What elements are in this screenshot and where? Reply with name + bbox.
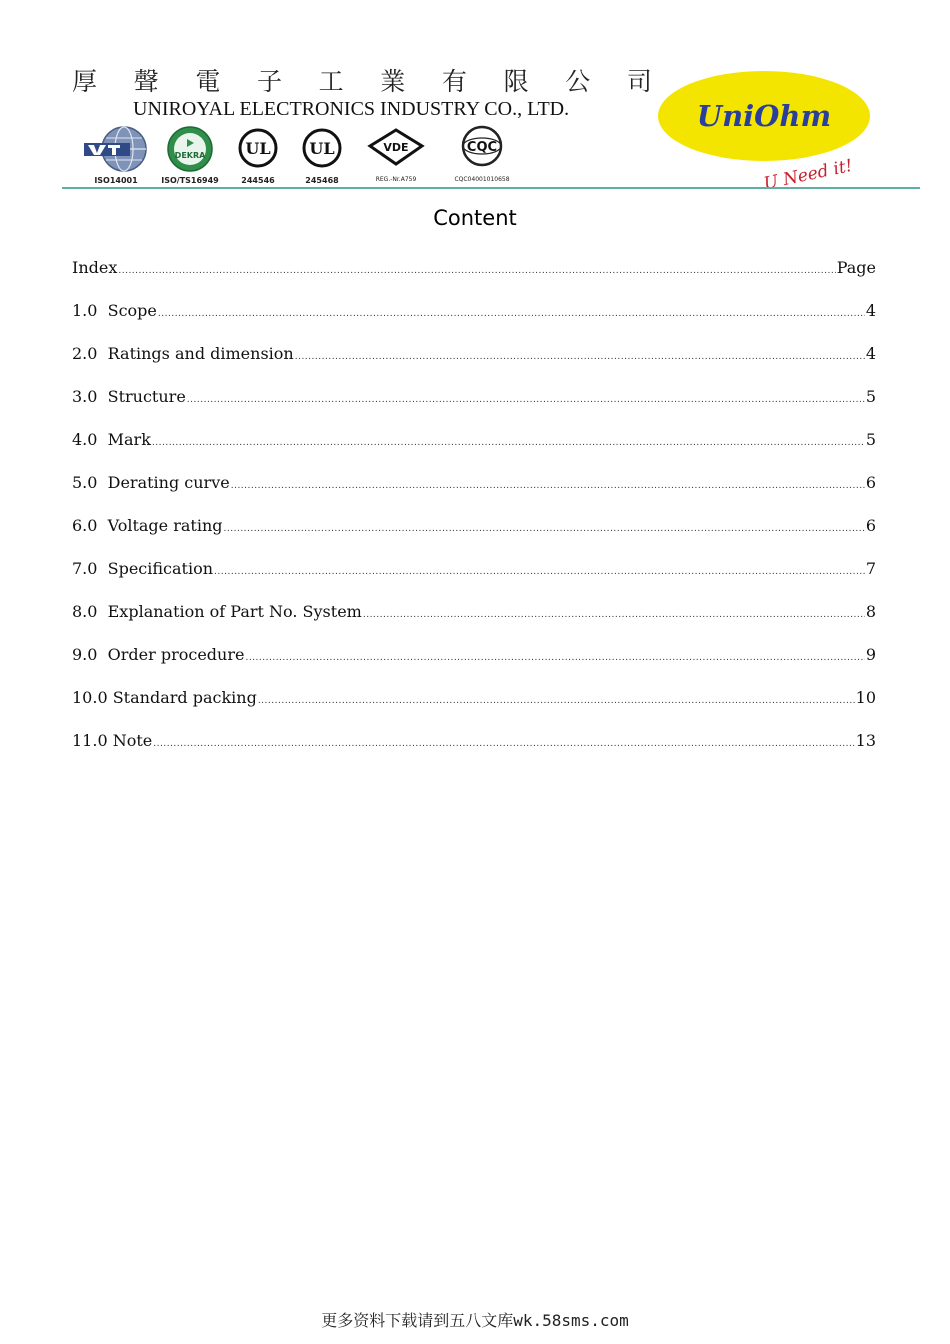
svg-text:UniOhm: UniOhm — [696, 99, 832, 133]
table-of-contents — [72, 258, 876, 774]
cn-char: 司 — [626, 67, 652, 96]
cert-caption: REG.-Nr.A759 — [375, 176, 417, 183]
toc-dot-leader — [224, 524, 865, 534]
cn-char: 厚 — [72, 67, 98, 96]
cert-caption: CQC04001010658 — [454, 176, 510, 183]
toc-section-title: Scope — [107, 301, 157, 320]
toc-entry — [72, 688, 876, 731]
toc-section-number: 8.0 — [72, 602, 108, 621]
toc-page-number: Page — [836, 258, 876, 277]
toc-section-title: Specification — [107, 559, 214, 578]
toc-page-number: 6 — [865, 516, 876, 535]
cn-char: 業 — [380, 67, 406, 96]
toc-section-number: 2.0 — [72, 344, 108, 363]
toc-section-title: Note — [112, 731, 153, 750]
svg-text:UL: UL — [245, 139, 271, 158]
toc-section-title: Standard packing — [112, 688, 257, 707]
toc-page-number: 10 — [855, 688, 876, 707]
cn-char: 工 — [318, 67, 344, 96]
toc-section-title: Structure — [107, 387, 186, 406]
toc-entry — [72, 344, 876, 387]
toc-page-number: 7 — [865, 559, 876, 578]
toc-dot-leader — [214, 567, 865, 577]
toc-dot-leader — [152, 438, 865, 448]
cn-char: 有 — [441, 67, 467, 96]
dekra-seal-icon — [165, 124, 215, 174]
ul-mark-icon — [300, 124, 344, 174]
toc-page-number: 5 — [865, 430, 876, 449]
toc-entry — [72, 387, 876, 430]
cert-caption: 244546 — [241, 176, 275, 185]
toc-entry — [72, 559, 876, 602]
toc-section-title: Index — [72, 258, 118, 277]
toc-section-title: Explanation of Part No. System — [107, 602, 362, 621]
toc-section-title: Derating curve — [107, 473, 230, 492]
toc-entry — [72, 645, 876, 688]
svg-text:CQC: CQC — [466, 140, 498, 155]
toc-dot-leader — [295, 352, 865, 362]
cn-char: 聲 — [133, 67, 159, 96]
toc-page-number: 6 — [865, 473, 876, 492]
toc-page-number: 9 — [865, 645, 876, 664]
toc-entry — [72, 602, 876, 645]
toc-section-number: 4.0 — [72, 430, 108, 449]
toc-entry — [72, 430, 876, 473]
iso14001-logo — [76, 124, 156, 185]
vde-mark-icon — [366, 124, 426, 174]
toc-dot-leader — [231, 481, 865, 491]
cert-caption: 245468 — [305, 176, 339, 185]
company-english-name: UNIROYAL ELECTRONICS INDUSTRY CO., LTD. — [133, 98, 570, 120]
cn-char: 限 — [503, 67, 529, 96]
toc-header-row — [72, 258, 876, 301]
ul-mark-icon — [236, 124, 280, 174]
toc-section-title: Ratings and dimension — [107, 344, 294, 363]
toc-section-number: 6.0 — [72, 516, 108, 535]
company-chinese-name — [72, 62, 652, 98]
toc-entry — [72, 731, 876, 774]
toc-entry — [72, 473, 876, 516]
header-divider — [62, 187, 920, 189]
cn-char: 電 — [195, 67, 221, 96]
toc-dot-leader — [153, 739, 854, 749]
toc-dot-leader — [245, 653, 864, 663]
toc-section-title: Mark — [107, 430, 151, 449]
page-title: Content — [433, 206, 517, 230]
cert-caption: ISO/TS16949 — [161, 176, 219, 185]
cqc-mark-icon — [452, 124, 512, 174]
toc-section-number: 10.0 — [72, 688, 113, 707]
ul-logo-1 — [230, 124, 286, 185]
svg-text:VDE: VDE — [383, 141, 409, 154]
svg-text:U Need it!: U Need it! — [762, 155, 855, 190]
cn-char: 子 — [256, 67, 282, 96]
toc-page-number: 5 — [865, 387, 876, 406]
page-footer: 更多资料下载请到五八文库wk.58sms.com — [321, 1311, 629, 1330]
toc-entry — [72, 301, 876, 344]
toc-section-title: Voltage rating — [107, 516, 223, 535]
toc-section-number: 11.0 — [72, 731, 113, 750]
toc-section-title: Order procedure — [107, 645, 245, 664]
cn-char: 公 — [565, 67, 591, 96]
toc-page-number: 4 — [865, 301, 876, 320]
globe-icon — [80, 124, 152, 174]
toc-dot-leader — [363, 610, 865, 620]
toc-dot-leader — [187, 395, 865, 405]
toc-dot-leader — [118, 266, 835, 276]
toc-section-number: 1.0 — [72, 301, 108, 320]
toc-dot-leader — [158, 309, 865, 319]
toc-page-number: 4 — [865, 344, 876, 363]
svg-text:UL: UL — [309, 139, 335, 158]
toc-section-number: 3.0 — [72, 387, 108, 406]
toc-section-number: 5.0 — [72, 473, 108, 492]
page-header — [0, 0, 950, 195]
cert-caption: ISO14001 — [94, 176, 138, 185]
toc-page-number: 13 — [855, 731, 876, 750]
toc-dot-leader — [258, 696, 855, 706]
toc-page-number: 8 — [865, 602, 876, 621]
uniohm-logo — [658, 70, 874, 190]
ul-logo-2 — [294, 124, 350, 185]
toc-entry — [72, 516, 876, 559]
toc-section-number: 7.0 — [72, 559, 108, 578]
svg-text:DEKRA: DEKRA — [174, 151, 206, 160]
cqc-logo — [440, 124, 524, 183]
dekra-logo — [154, 124, 226, 185]
toc-section-number: 9.0 — [72, 645, 108, 664]
vde-logo — [362, 124, 430, 183]
